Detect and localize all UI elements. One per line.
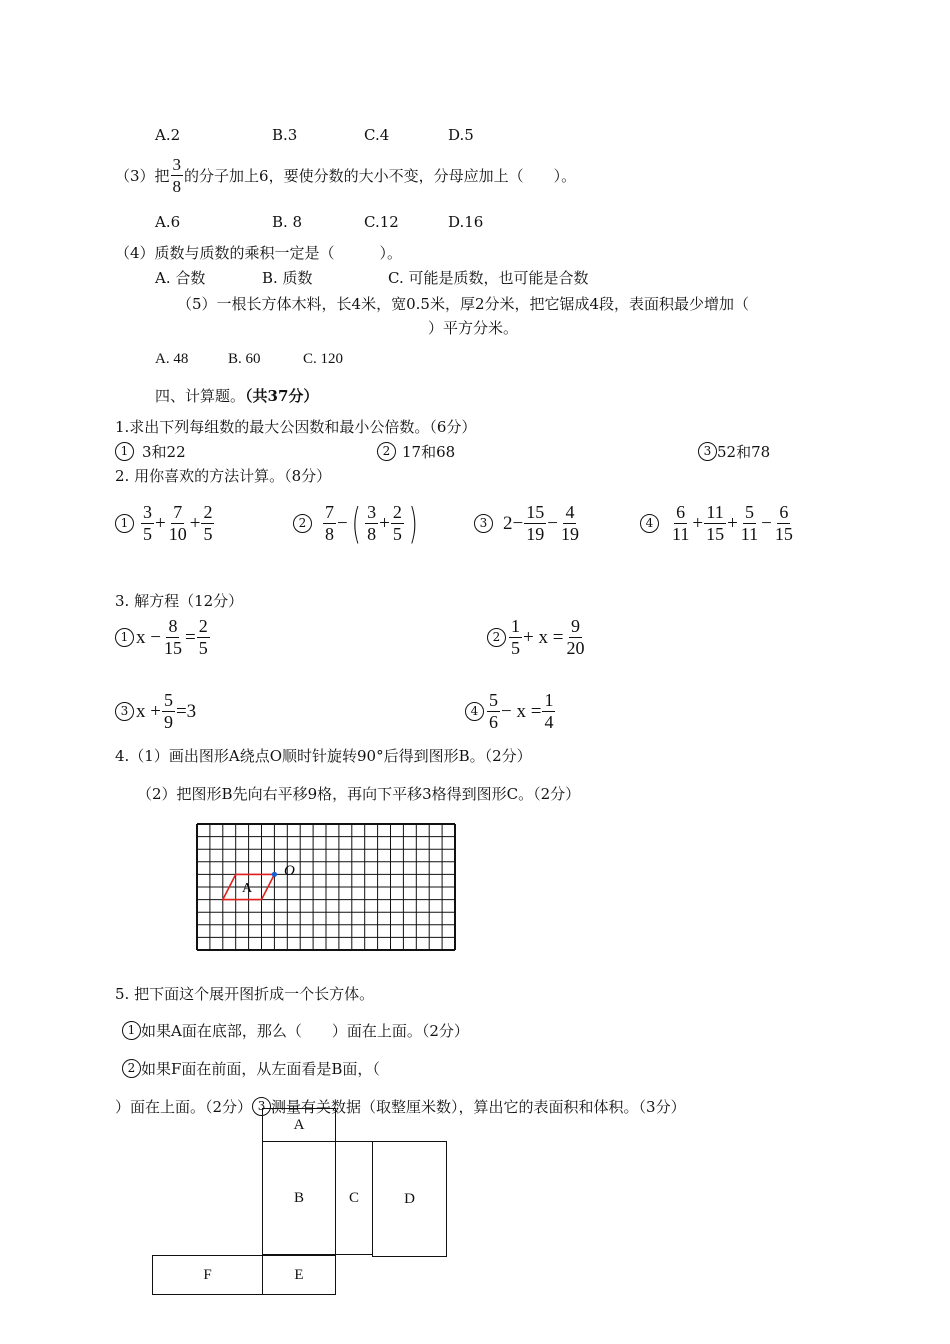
equation-3: 3 x + $\frac{5}{9}$ =3 xyxy=(115,690,196,733)
calc-2-expr-1: 1 3 5 + $\frac{7}{10}$ + $\frac{2}{5}$ xyxy=(115,502,215,545)
section-title: 四、计算题。（共37分） xyxy=(155,387,319,405)
calc-2-title: 2. 用你喜欢的方法计算。（8分） xyxy=(115,467,332,485)
face-e: E xyxy=(262,1255,336,1295)
question-3 xyxy=(115,154,576,197)
option-d: D.5 xyxy=(448,126,474,144)
option-a: A. 48 xyxy=(155,351,189,367)
face-d: D xyxy=(372,1141,447,1257)
question-5-line2: ）平方分米。 xyxy=(428,319,519,337)
option-c: C. 可能是质数，也可能是合数 xyxy=(388,269,589,287)
option-d: D.16 xyxy=(448,213,484,231)
equation-2: 2 1 5 + x = $\frac{9}{20}$ xyxy=(487,616,587,659)
face-a: A xyxy=(262,1108,336,1142)
face-f: F xyxy=(152,1255,263,1295)
calc-5-item-3: ）面在上面。（2分） 3 测量有关数据（取整厘米数），算出它的表面积和体积。（3分） xyxy=(115,1098,686,1116)
option-c: C.4 xyxy=(364,126,390,144)
option-b: B. 质数 xyxy=(262,269,313,287)
option-b: B. 8 xyxy=(272,213,303,231)
option-c: C.12 xyxy=(364,213,399,231)
calc-4-line1: 4.（1）画出图形A绕点O顺时针旋转90°后得到图形B。（2分） xyxy=(115,747,532,765)
option-b: B.3 xyxy=(272,126,298,144)
q3-prefix: （3）把 xyxy=(115,167,170,185)
face-b: B xyxy=(262,1141,336,1255)
question-5-line1: （5）一根长方体木料，长4米，宽0.5米，厚2分米，把它锯成4段，表面积最少增加（ xyxy=(177,295,750,313)
option-c: C. 120 xyxy=(303,351,344,367)
face-c: C xyxy=(335,1141,373,1255)
label-o: O xyxy=(284,863,295,879)
q3-fraction: 3 8 xyxy=(172,155,182,196)
calc-1-item-3: 3 52和78 xyxy=(698,441,770,462)
question-4: （4）质数与质数的乘积一定是（ ）。 xyxy=(115,244,403,262)
option-a: A. 合数 xyxy=(155,269,206,287)
calc-1-item-1: 1 3和22 xyxy=(115,441,186,462)
calc-4-line2: （2）把图形B先向右平移9格，再向下平移3格得到图形C。（2分） xyxy=(137,785,581,803)
option-a: A.2 xyxy=(155,126,181,144)
calc-1-title: 1.求出下列每组数的最大公因数和最小公倍数。（6分） xyxy=(115,418,477,436)
calc-2-expr-4: 4 6 11 + $\frac{11}{15}$ + $\frac{5}{11}$ − $\frac{6}{15}$ xyxy=(640,502,796,545)
calc-5-item-1: 1 如果A面在底部，那么（ ）面在上面。（2分） xyxy=(122,1020,469,1041)
option-a: A.6 xyxy=(155,213,181,231)
grid-figure xyxy=(190,818,462,960)
equation-1: 1 x − $\frac{8}{15}$ = $\frac{2}{5}$ xyxy=(115,616,211,659)
calc-2-expr-3: 3 2− $\frac{15}{19}$ − $\frac{4}{19}$ xyxy=(474,502,582,545)
equation-4: 4 5 6 − x = $\frac{1}{4}$ xyxy=(465,690,556,733)
label-a: A xyxy=(242,881,253,896)
calc-5-title: 5. 把下面这个展开图折成一个长方体。 xyxy=(115,985,375,1003)
calc-3-title: 3. 解方程（12分） xyxy=(115,592,244,610)
point-o xyxy=(272,872,277,877)
calc-5-item-2: 2 如果F面在前面，从左面看是B面，（ xyxy=(122,1058,380,1079)
calc-1-item-2: 2 17和68 xyxy=(377,441,455,462)
calc-2-expr-2: 2 7 8 − ( 3 8 + $\frac{2}{5}$ ) xyxy=(293,502,421,545)
q3-suffix: 的分子加上6，要使分数的大小不变，分母应加上（ ）。 xyxy=(184,167,577,185)
option-b: B. 60 xyxy=(228,351,261,367)
